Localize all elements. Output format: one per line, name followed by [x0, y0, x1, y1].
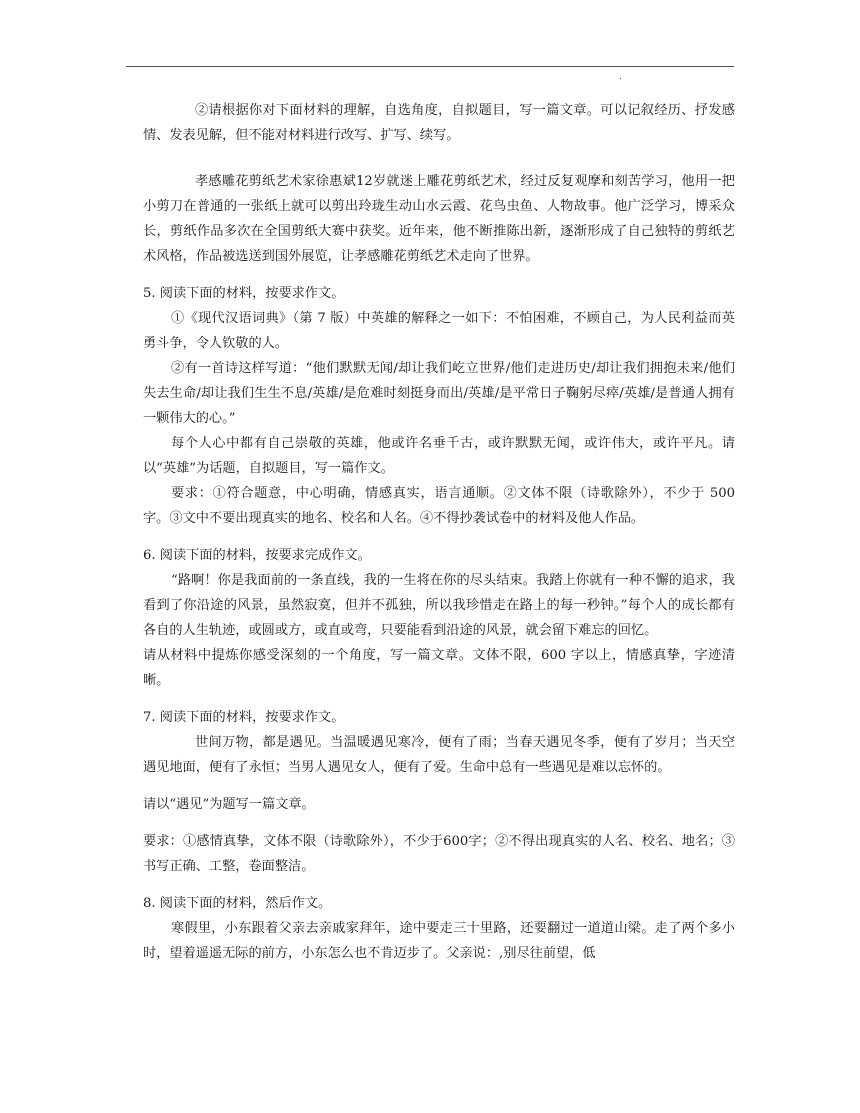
question-5-title: 5. 阅读下面的材料，按要求作文。: [143, 286, 345, 301]
question-6-paragraph-1: “路啊！你是我面前的一条直线，我的一生将在你的尽头结束。我踏上你就有一种不懈的追求，我看到了你沿途的风景，虽然寂寞，但并不孤独，所以我珍惜走在路上的每一秒钟。”每个人的成长都有各自的人生轨迹，或圆或方，或直或弯，只要能看到沿途的风景，就会留下难忘的回忆。: [143, 573, 735, 638]
instruction-paragraph: ②请根据你对下面材料的理解，自选角度，自拟题目，写一篇文章。可以记叙经历、抒发感情、发表见解，但不能对材料进行改写、扩写、续写。: [143, 103, 735, 143]
question-6-title: 6. 阅读下面的材料，按要求完成作文。: [143, 548, 371, 563]
question-8-paragraph-1: 寒假里，小东跟着父亲去亲戚家拜年，途中要走三十里路，还要翻过一道道山梁。走了两个多小时，望着遥遥无际的前方，小东怎么也不肯迈步了。父亲说：,别尽往前望，低: [143, 921, 735, 961]
material-paragraph: 孝感雕花剪纸艺术家徐惠斌12岁就迷上雕花剪纸艺术，经过反复观摩和刻苦学习，他用一把小剪刀在普通的一张纸上就可以剪出玲珑生动山水云霞、花鸟虫鱼、人物故事。他广泛学习，博采众长，剪纸作品多次在全国剪纸大赛中获奖。近年来，他不断推陈出新，逐渐形成了自己独特的剪纸艺术风格，作品被选送到国外展览，让孝感雕花剪纸艺术走向了世界。: [143, 174, 735, 264]
header-rule: [126, 66, 734, 67]
question-7-paragraph-2: 请以“遇见”为题写一篇文章。: [143, 797, 315, 812]
question-7-requirements: 要求：①感情真挚，文体不限（诗歌除外），不少于600字；②不得出现真实的人名、校名、地名；③书写正确、工整，卷面整洁。: [143, 834, 735, 874]
question-5-paragraph-1: ①《现代汉语词典》（第 7 版）中英雄的解释之一如下：不怕困难，不顾自己，为人民利益而英勇斗争，令人钦敬的人。: [143, 311, 735, 351]
question-7-title: 7. 阅读下面的材料，按要求作文。: [143, 710, 345, 725]
header-mark: .: [619, 72, 622, 82]
document-body: [143, 98, 735, 966]
question-5-requirements: 要求：①符合题意，中心明确，情感真实，语言通顺。②文体不限（诗歌除外），不少于 500 字。③文中不要出现真实的地名、校名和人名。④不得抄袭试卷中的材料及他人作品。: [143, 486, 735, 526]
question-5-paragraph-3: 每个人心中都有自己崇敬的英雄，他或许名垂千古，或许默默无闻，或许伟大，或许平凡。请以“英雄”为话题，自拟题目，写一篇作文。: [143, 436, 735, 476]
question-5-paragraph-2: ②有一首诗这样写道：“他们默默无闻/却让我们屹立世界/他们走进历史/却让我们拥抱未来/他们失去生命/却让我们生生不息/英雄/是危难时刻挺身而出/英雄/是平常日子鞠躬尽瘁/英雄/是普通人拥有一颗伟大的心。”: [143, 361, 735, 426]
question-8-title: 8. 阅读下面的材料，然后作文。: [143, 896, 332, 911]
question-7-paragraph-1: 世间万物，都是遇见。当温暖遇见寒冷，便有了雨；当春天遇见冬季，便有了岁月；当天空遇见地面，便有了永恒；当男人遇见女人，便有了爱。生命中总有一些遇见是难以忘怀的。: [143, 735, 735, 775]
question-6-paragraph-2: 请从材料中提炼你感受深刻的一个角度，写一篇文章。文体不限，600 字以上，情感真挚，字迹清晰。: [143, 648, 735, 688]
